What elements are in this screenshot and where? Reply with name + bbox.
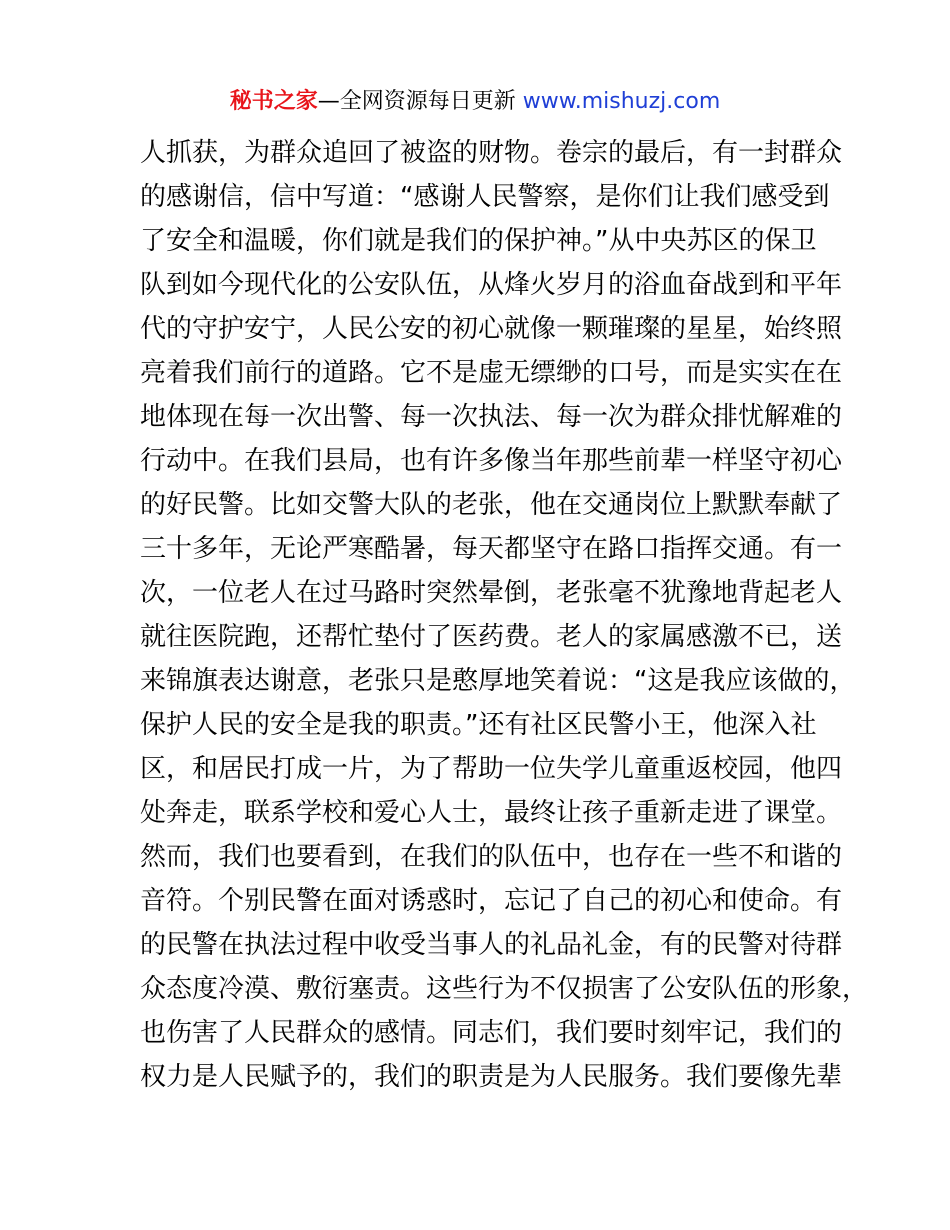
text-line: 行动中。在我们县局，也有许多像当年那些前辈一样坚守初心 (140, 446, 843, 476)
text-line: 的好民警。比如交警大队的老张，他在交通岗位上默默奉献了 (140, 490, 843, 520)
text-line: 保护人民的安全是我的职责。”还有社区民警小王，他深入社 (140, 710, 817, 740)
document-body (140, 131, 869, 1099)
text-line: 三十多年，无论严寒酷暑，每天都坚守在路口指挥交通。有一 (140, 534, 843, 564)
text-line: 亮着我们前行的道路。它不是虚无缥缈的口号，而是实实在在 (140, 358, 843, 388)
text-line: 的民警在执法过程中收受当事人的礼品礼金，有的民警对待群 (140, 930, 843, 960)
text-line: 也伤害了人民群众的感情。同志们，我们要时刻牢记，我们的 (140, 1018, 843, 1048)
page-header (0, 86, 950, 118)
text-line: 然而，我们也要看到，在我们的队伍中，也存在一些不和谐的 (140, 842, 843, 872)
text-line: 就往医院跑，还帮忙垫付了医药费。老人的家属感激不已，送 (140, 622, 843, 652)
text-line: 了安全和温暖，你们就是我们的保护神。”从中央苏区的保卫 (140, 226, 817, 256)
header-slogan: —全网资源每日更新 (317, 89, 523, 114)
text-line: 处奔走，联系学校和爱心人士，最终让孩子重新走进了课堂。 (140, 798, 843, 828)
text-line: 次，一位老人在过马路时突然晕倒，老张毫不犹豫地背起老人 (140, 578, 843, 608)
text-line: 队到如今现代化的公安队伍，从烽火岁月的浴血奋战到和平年 (140, 270, 843, 300)
text-line: 区，和居民打成一片，为了帮助一位失学儿童重返校园，他四 (140, 754, 843, 784)
text-line: 来锦旗表达谢意，老张只是憨厚地笑着说：“这是我应该做的， (140, 666, 856, 696)
text-line: 的感谢信，信中写道：“感谢人民警察，是你们让我们感受到 (140, 182, 830, 212)
text-line: 地体现在每一次出警、每一次执法、每一次为群众排忧解难的 (140, 402, 843, 432)
text-line: 音符。个别民警在面对诱惑时，忘记了自己的初心和使命。有 (140, 886, 843, 916)
text-line: 权力是人民赋予的，我们的职责是为人民服务。我们要像先辈 (140, 1062, 843, 1092)
brand-name: 秘书之家 (229, 89, 318, 114)
text-line: 人抓获，为群众追回了被盗的财物。卷宗的最后，有一封群众 (140, 138, 843, 168)
site-url-link[interactable]: www.mishuzj.com (522, 89, 721, 114)
text-line: 代的守护安宁，人民公安的初心就像一颗璀璨的星星，始终照 (140, 314, 843, 344)
text-line: 众态度冷漠、敷衍塞责。这些行为不仅损害了公安队伍的形象， (140, 974, 869, 1004)
